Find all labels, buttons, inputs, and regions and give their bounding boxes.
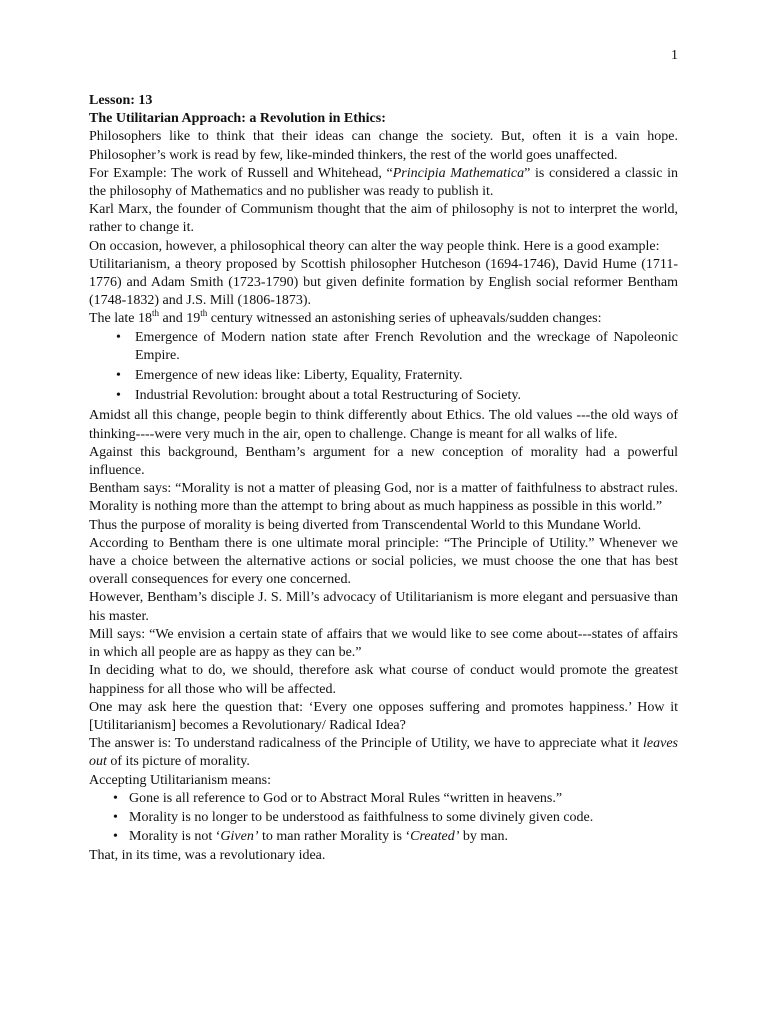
paragraph-6 xyxy=(89,310,678,328)
paragraph-16 xyxy=(89,735,678,771)
paragraph-8: Against this background, Bentham’s argument for a new conception of morality had a powerful influence. xyxy=(89,444,678,479)
changes-list xyxy=(89,329,678,406)
list-item-text-e: by man. xyxy=(459,829,508,845)
paragraph-2 xyxy=(89,165,678,201)
list-item xyxy=(89,828,678,846)
list-item: • Industrial Revolution: brought about a total Restructuring of Society. xyxy=(89,387,678,405)
paragraph-17: Accepting Utilitarianism means: xyxy=(89,772,271,788)
document-body xyxy=(89,92,678,866)
lesson-title: The Utilitarian Approach: a Revolution in Ethics: xyxy=(89,111,386,127)
list-item-text-a: Morality is not ‘ xyxy=(129,829,221,845)
leaves-out-italic: leaves out xyxy=(89,736,678,770)
paragraph-5: Utilitarianism, a theory proposed by Scottish philosopher Hutcheson (1694-1746), David Hume (1711-1776) and Adam Smith (1723-1790) but given definite formation by English social reformer Bentham (1748-1832) and J.S. Mill (1806-1873). xyxy=(89,256,678,309)
paragraph-16-text-c: of its picture of morality. xyxy=(106,754,250,770)
paragraph-11: According to Bentham there is one ultimate moral principle: “The Principle of Utility.” Whenever we have a choice between the alternative actions or social policies, we must choose the one that has best overall consequences for every one concerned. xyxy=(89,535,678,588)
paragraph-18: That, in its time, was a revolutionary idea. xyxy=(89,848,326,864)
paragraph-6-text-c: century witnessed an astonishing series of upheavals/sudden changes: xyxy=(207,311,602,327)
paragraph-15: One may ask here the question that: ‘Every one opposes suffering and promotes happiness.’ How it [Utilitarianism] becomes a Revolutionary/ Radical Idea? xyxy=(89,699,678,733)
given-italic: Given’ xyxy=(220,829,259,845)
paragraph-16-text-a: The answer is: To understand radicalness of the Principle of Utility, we have to appreciate what it xyxy=(89,736,644,752)
page-number: 1 xyxy=(671,48,678,63)
superscript-th-1: th xyxy=(151,308,159,319)
list-item: • Emergence of Modern nation state after French Revolution and the wreckage of Napoleonic Empire. xyxy=(89,329,678,365)
created-italic: Created’ xyxy=(410,829,460,845)
paragraph-6-text-b: and 19 xyxy=(159,311,201,327)
paragraph-6-text-a: The late 18 xyxy=(89,311,152,327)
paragraph-13: Mill says: “We envision a certain state of affairs that we would like to see come about---states of affairs in which all people are as happy as they can be.” xyxy=(89,626,678,661)
book-title-italic: Principia Mathematica xyxy=(392,165,525,181)
paragraph-2-text-c: ” is considered a classic in the philosophy of Mathematics and no publisher was ready to publish it. xyxy=(89,165,678,200)
list-item: • Gone is all reference to God or to Abstract Moral Rules “written in heavens.” xyxy=(89,790,678,808)
list-item: • Emergence of new ideas like: Liberty, Equality, Fraternity. xyxy=(89,367,678,385)
paragraph-12: However, Bentham’s disciple J. S. Mill’s advocacy of Utilitarianism is more elegant and persuasive than his master. xyxy=(89,590,678,624)
utilitarianism-list xyxy=(89,790,678,847)
paragraph-1: Philosophers like to think that their ideas can change the society. But, often it is a vain hope. Philosopher’s work is read by few, like-minded thinkers, the rest of the world goes unaffected. xyxy=(89,129,678,163)
paragraph-4: On occasion, however, a philosophical theory can alter the way people think. Here is a good example: xyxy=(89,238,660,254)
paragraph-3: Karl Marx, the founder of Communism thought that the aim of philosophy is not to interpret the world, rather to change it. xyxy=(89,202,678,236)
list-item-text-c: to man rather Morality is ‘ xyxy=(258,829,411,845)
paragraph-7: Amidst all this change, people begin to think differently about Ethics. The old values ---the old ways of thinking----were very much in the air, open to challenge. Change is meant for all walks of life. xyxy=(89,408,678,442)
list-item: • Morality is no longer to be understood as faithfulness to some divinely given code. xyxy=(89,809,678,827)
paragraph-2-text-a: For Example: The work of Russell and Whitehead, “ xyxy=(89,165,393,181)
lesson-label: Lesson: 13 xyxy=(89,93,153,108)
paragraph-14: In deciding what to do, we should, therefore ask what course of conduct would promote the greatest happiness for all those who will be affected. xyxy=(89,663,678,697)
paragraph-9: Bentham says: “Morality is not a matter of pleasing God, nor is a matter of faithfulness to abstract rules. Morality is nothing more than the attempt to bring about as much happiness as possible in this world.” xyxy=(89,481,678,515)
paragraph-10: Thus the purpose of morality is being diverted from Transcendental World to this Mundane World. xyxy=(89,517,642,533)
superscript-th-2: th xyxy=(200,308,208,319)
